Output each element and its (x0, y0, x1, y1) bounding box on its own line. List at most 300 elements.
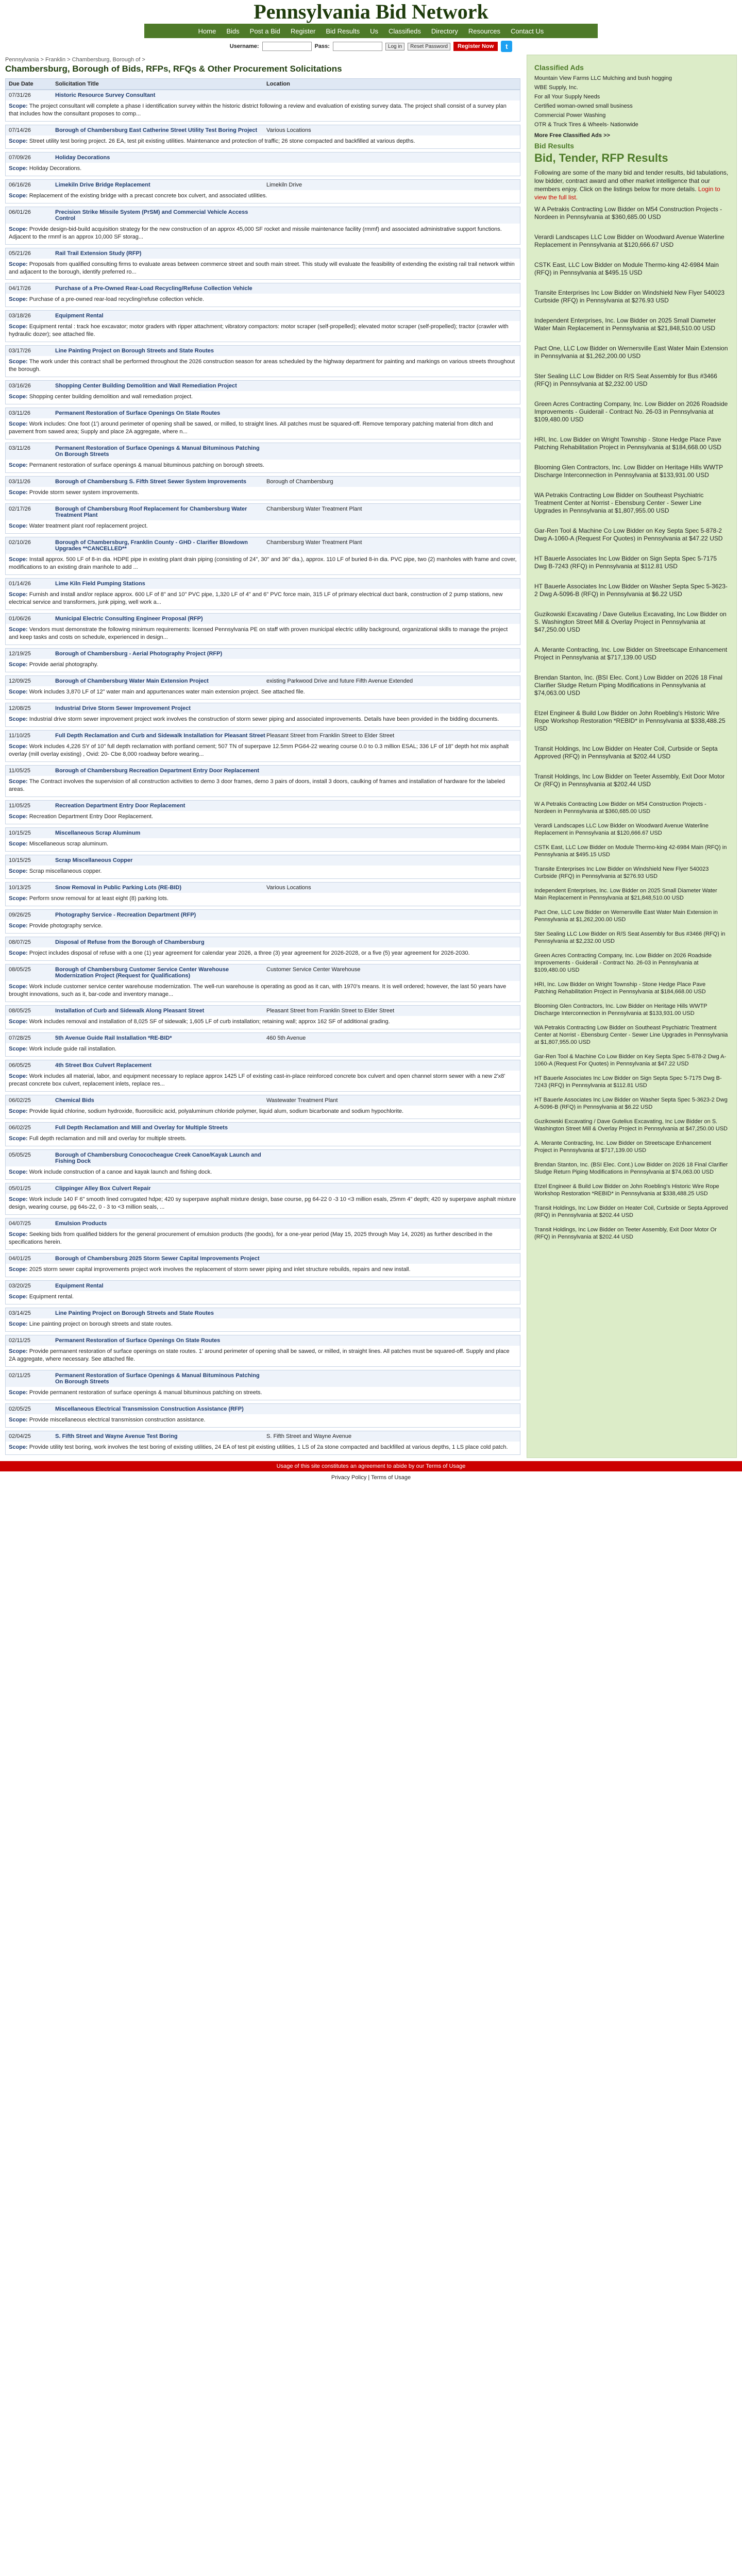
terms-link[interactable]: Terms of Usage (371, 1475, 411, 1481)
record-row[interactable] (6, 90, 520, 100)
solicitation-record (5, 283, 520, 307)
nav-link[interactable]: Home (198, 27, 216, 35)
record-scope-text: Equipment rental. (29, 1294, 74, 1300)
scope-label: Scope: (9, 689, 29, 695)
record-title[interactable]: 4th Street Box Culvert Replacement (55, 1062, 152, 1069)
record-title[interactable]: Full Depth Reclamation and Mill and Overlay for Multiple Streets (55, 1125, 228, 1131)
record-row[interactable] (6, 1253, 520, 1264)
bid-result[interactable]: HT Bauerle Associates Inc Low Bidder on Washer Septa Spec 5-3623-2 Dwg A-5096-B (RFQ) in Pennsylvania at $6.22 USD (534, 583, 728, 598)
record-title[interactable]: Borough of Chambersburg, Franklin County - GHD - Clarifier Blowdown Upgrades **CANCELLED** (55, 539, 248, 552)
more-ads-link[interactable]: More Free Classified Ads >> (534, 132, 610, 139)
bid-result[interactable]: Independent Enterprises, Inc. Low Bidder on 2025 Small Diameter Water Main Replacement in Pennsylvania at $21,848,510.00 USD (534, 317, 716, 332)
record-scope (6, 554, 520, 574)
nav-link[interactable]: Classifieds (388, 27, 421, 35)
bid-result[interactable]: Transite Enterprises Inc Low Bidder on Windshield New Flyer 540023 Curbside (RFQ) in Pennsylvania at $276.93 USD (534, 866, 709, 879)
record-row[interactable] (6, 443, 520, 460)
record-title[interactable]: Holiday Decorations (55, 155, 110, 161)
bid-result[interactable]: Green Acres Contracting Company, Inc. Low Bidder on 2026 Roadside Improvements - Guiderail - Contract No. 26-03 in Pennsylvania at $109,480.00 USD (534, 953, 712, 973)
solicitation-record (5, 1149, 520, 1180)
bid-result[interactable]: Pact One, LLC Low Bidder on Wernersville East Water Main Extension in Pennsylvania at $1,262,200.00 USD (534, 345, 728, 360)
record-row[interactable] (6, 801, 520, 811)
bid-result[interactable]: HT Bauerle Associates Inc Low Bidder on Sign Septa Spec 5-7175 Dwg B-7243 (RFQ) in Pennsylvania at $112.81 USD (534, 1075, 722, 1089)
bid-result[interactable]: A. Merante Contracting, Inc. Low Bidder on Streetscape Enhancement Project in Pennsylvania at $717,139.00 USD (534, 646, 728, 661)
site-title[interactable]: Pennsylvania Bid Network (254, 0, 488, 23)
login-bar (144, 38, 598, 55)
record-location (266, 830, 517, 836)
nav-link[interactable]: Contact Us (511, 27, 544, 35)
bid-results-title: Bid Results (534, 142, 575, 150)
record-row[interactable] (6, 1370, 520, 1387)
record-row[interactable] (6, 381, 520, 391)
record-row[interactable] (6, 1335, 520, 1346)
scope-label: Scope: (9, 261, 29, 267)
record-scope-text: Work include customer service center warehouse modernization. The well-run warehouse is operating as good as it can, with 1970's means. It is well ordered; however, the last 50 years have brought innovations, such as it, bar-code and inventory manage... (9, 984, 507, 997)
classified-ad[interactable]: For all Your Supply Needs (534, 94, 600, 100)
record-row[interactable] (6, 828, 520, 838)
solicitation-list (5, 90, 520, 1455)
scope-label: Scope: (9, 324, 29, 330)
record-date: 06/16/26 (9, 182, 31, 188)
bid-result[interactable]: Transit Holdings, Inc Low Bidder on Teeter Assembly, Exit Door Motor Or (RFQ) in Pennsylvania at $202.44 USD (534, 773, 725, 788)
record-scope (6, 1442, 520, 1454)
record-scope-text: Full depth reclamation and mill and overlay for multiple streets. (29, 1136, 187, 1142)
record-location: Chambersburg Water Treatment Plant (266, 506, 362, 512)
record-title[interactable]: Borough of Chambersburg S. Fifth Street Sewer System Improvements (55, 479, 247, 485)
record-row[interactable] (6, 937, 520, 947)
record-row[interactable] (6, 614, 520, 624)
solicitation-record (5, 964, 520, 1002)
record-row[interactable] (6, 676, 520, 686)
scope-label: Scope: (9, 1169, 29, 1175)
record-title[interactable]: Permanent Restoration of Surface Openings On State Routes (55, 410, 221, 416)
bid-result[interactable]: W A Petrakis Contracting Low Bidder on M54 Construction Projects - Nordeen in Pennsylvania at $360,685.00 USD (534, 206, 722, 221)
record-scope (6, 460, 520, 472)
bid-result[interactable]: A. Merante Contracting, Inc. Low Bidder on Streetscape Enhancement Project in Pennsylvania at $717,139.00 USD (534, 1140, 712, 1154)
record-title[interactable]: Shopping Center Building Demolition and Wall Remediation Project (55, 383, 237, 389)
record-date: 07/14/26 (9, 127, 31, 133)
breadcrumb[interactable]: Pennsylvania > Franklin > Chambersburg, Borough of > (5, 57, 145, 63)
solicitation-record (5, 648, 520, 672)
record-scope-text: Scrap miscellaneous copper. (29, 868, 102, 874)
record-row[interactable] (6, 346, 520, 356)
bid-result[interactable]: HRI, Inc. Low Bidder on Wright Township - Stone Hedge Place Pave Patching Rehabilitation Project in Pennsylvania at $184,668.00 USD (534, 981, 706, 995)
scope-label: Scope: (9, 814, 29, 820)
classified-ad[interactable]: OTR & Truck Tires & Wheels- Nationwide (534, 122, 638, 128)
record-title[interactable]: Line Painting Project on Borough Streets and State Routes (55, 1310, 214, 1316)
record-scope (6, 100, 520, 121)
scope-label: Scope: (9, 662, 29, 668)
record-row[interactable] (6, 1404, 520, 1414)
record-location (266, 1125, 517, 1131)
nav-link[interactable]: Bids (226, 27, 240, 35)
record-date: 08/07/25 (9, 939, 31, 945)
record-location (266, 1152, 517, 1164)
record-location (266, 1256, 517, 1262)
bid-result[interactable]: Transite Enterprises Inc Low Bidder on Windshield New Flyer 540023 Curbside (RFQ) in Pennsylvania at $276.93 USD (534, 289, 725, 304)
record-date: 06/01/26 (9, 209, 31, 215)
record-row[interactable] (6, 180, 520, 190)
bid-result[interactable]: Guzikowski Excavating / Dave Gutelius Excavating, Inc Low Bidder on S. Washington Street Mill & Overlay Project in Pennsylvania at $47,250.00 USD (534, 611, 727, 633)
record-row[interactable] (6, 766, 520, 776)
record-title[interactable]: Equipment Rental (55, 1283, 104, 1289)
record-row[interactable] (6, 1123, 520, 1133)
bid-result[interactable]: Transit Holdings, Inc Low Bidder on Heater Coil, Curbside or Septa Approved (RFQ) in Pennsylvania at $202.44 USD (534, 745, 718, 760)
record-date: 03/11/26 (9, 410, 31, 416)
record-scope-text: Replacement of the existing bridge with a precast concrete box culvert, and associated utilities. (29, 193, 267, 199)
classified-ad[interactable]: Mountain View Farms LLC Mulching and bush hogging (534, 75, 672, 81)
record-row[interactable] (6, 152, 520, 163)
record-row[interactable] (6, 1281, 520, 1291)
record-row[interactable] (6, 1150, 520, 1166)
scope-label: Scope: (9, 1196, 29, 1202)
record-date: 10/15/25 (9, 830, 31, 836)
record-row[interactable] (6, 579, 520, 589)
record-scope (6, 714, 520, 726)
record-scope (6, 686, 520, 699)
record-scope (6, 1043, 520, 1056)
scope-label: Scope: (9, 462, 29, 468)
terms-notice: Usage of this site constitutes an agreement to abide by our Terms of Usage (0, 1461, 742, 1471)
solicitation-record (5, 179, 520, 204)
record-date: 04/17/26 (9, 285, 31, 292)
record-scope (6, 741, 520, 761)
record-scope-text: The work under this contract shall be performed throughout the 2026 construction season for areas scheduled by the highway department for painting and markings on various streets throughout the borough. (9, 359, 515, 372)
record-title[interactable]: Borough of Chambersburg Water Main Extension Project (55, 678, 209, 684)
record-scope (6, 1133, 520, 1146)
record-date: 02/11/25 (9, 1337, 31, 1344)
record-title[interactable]: Borough of Chambersburg 2025 Storm Sewer Capital Improvements Project (55, 1256, 260, 1262)
solicitation-record (5, 1005, 520, 1029)
password-input[interactable] (333, 42, 382, 51)
solicitation-record (5, 800, 520, 824)
record-date: 11/05/25 (9, 768, 31, 774)
bid-result[interactable]: Ster Sealing LLC Low Bidder on R/S Seat Assembly for Bus #3466 (RFQ) in Pennsylvania at $2,232.00 USD (534, 372, 717, 387)
record-scope (6, 1414, 520, 1427)
bid-result[interactable]: WA Petrakis Contracting Low Bidder on Southeast Psychiatric Treatment Center at Norrist - Ebensburg Center - Sewer Line Upgrades in Pennsylvania at $1,807,955.00 USD (534, 492, 704, 514)
scope-label: Scope: (9, 1294, 29, 1300)
solicitation-record (5, 90, 520, 122)
record-scope-text: Provide aerial photography. (29, 662, 98, 668)
record-row[interactable] (6, 283, 520, 294)
classified-ad[interactable]: Certified woman-owned small business (534, 103, 633, 109)
record-scope (6, 1166, 520, 1179)
scope-label: Scope: (9, 556, 29, 563)
record-date: 02/04/25 (9, 1433, 31, 1439)
record-title[interactable]: Borough of Chambersburg Conococheague Creek Canoe/Kayak Launch and Fishing Dock (55, 1152, 261, 1164)
scope-label: Scope: (9, 743, 29, 750)
solicitation-record (5, 675, 520, 700)
bid-result[interactable]: HT Bauerle Associates Inc Low Bidder on Washer Septa Spec 5-3623-2 Dwg A-5096-B (RFQ) in Pennsylvania at $6.22 USD (534, 1097, 728, 1110)
nav-link[interactable]: Post a Bid (249, 27, 280, 35)
record-scope-text: Provide utility test boring, work involves the test boring of existing utilities, 24 EA of test pit existing utilities, 1 LS of 2a stone compacted and backfilled at various depths, 1 LS place cold patch. (29, 1444, 508, 1450)
record-row[interactable] (6, 1218, 520, 1229)
record-location: Pleasant Street from Franklin Street to Elder Street (266, 1008, 395, 1014)
classified-ad[interactable]: Commercial Power Washing (534, 112, 606, 118)
scope-label: Scope: (9, 1046, 29, 1052)
record-location (266, 857, 517, 863)
record-title[interactable]: 5th Avenue Guide Rail Installation *RE-BID* (55, 1035, 172, 1041)
record-scope-text: Shopping center building demolition and wall remediation project. (29, 394, 193, 400)
login-link[interactable]: Login to view the full list. (534, 185, 720, 201)
record-row[interactable] (6, 1060, 520, 1071)
bid-result[interactable]: Blooming Glen Contractors, Inc. Low Bidder on Heritage Hills WWTP Discharge Interconnection in Pennsylvania at $133,931.00 USD (534, 1003, 707, 1016)
record-location (266, 92, 517, 98)
nav-link[interactable]: Bid Results (326, 27, 360, 35)
record-title[interactable]: Full Depth Reclamation and Curb and Sidewalk Installation for Pleasant Street (55, 733, 265, 739)
record-row[interactable] (6, 883, 520, 893)
record-title[interactable]: Permanent Restoration of Surface Openings & Manual Bituminous Patching On Borough Streets (55, 1372, 260, 1385)
bid-result[interactable]: Transit Holdings, Inc Low Bidder on Heater Coil, Curbside or Septa Approved (RFQ) in Pennsylvania at $202.44 USD (534, 1205, 728, 1218)
record-title[interactable]: Precision Strike Missile System (PrSM) and Commercial Vehicle Access Control (55, 209, 248, 222)
nav-link[interactable]: Directory (431, 27, 458, 35)
solicitation-record (5, 380, 520, 404)
solicitation-record (5, 1218, 520, 1250)
bid-results-list (534, 206, 729, 788)
header-date: Due Date (9, 81, 33, 87)
record-scope-text: Provide permanent restoration of surface openings on state routes. 1' around perimeter of opening shall be sawed, or milled, in straight lines. All patches must be squared-off. Supply and place 2A aggregate, where necessary. See attached file. (9, 1348, 510, 1362)
record-location (266, 1372, 517, 1385)
record-scope (6, 163, 520, 176)
record-location (266, 1406, 517, 1412)
bid-result[interactable]: Green Acres Contracting Company, Inc. Low Bidder on 2026 Roadside Improvements - Guiderail - Contract No. 26-03 in Pennsylvania at $109,480.00 USD (534, 400, 728, 423)
record-date: 11/05/25 (9, 803, 31, 809)
reset-password-link[interactable]: Reset Password (408, 43, 450, 50)
record-row[interactable] (6, 1006, 520, 1016)
record-location (266, 313, 517, 319)
scope-label: Scope: (9, 1136, 29, 1142)
record-title[interactable]: Photography Service - Recreation Department (RFP) (55, 912, 196, 918)
record-date: 11/10/25 (9, 733, 31, 739)
record-title[interactable]: Permanent Restoration of Surface Openings & Manual Bituminous Patching On Borough Streets (55, 445, 260, 457)
login-button[interactable]: Log in (385, 43, 404, 50)
record-scope (6, 1291, 520, 1304)
record-row[interactable] (6, 1431, 520, 1442)
record-title[interactable]: Borough of Chambersburg Recreation Department Entry Door Replacement (55, 768, 260, 774)
record-title[interactable]: Borough of Chambersburg Roof Replacement for Chambersburg Water Treatment Plant (55, 506, 247, 518)
sidebar (527, 55, 737, 1458)
record-scope (6, 259, 520, 279)
record-title[interactable]: Scrap Miscellaneous Copper (55, 857, 133, 863)
record-row[interactable] (6, 855, 520, 866)
record-row[interactable] (6, 408, 520, 418)
bid-result[interactable]: Etzel Engineer & Build Low Bidder on John Roebling's Historic Wire Rope Workshop Restoration *REBID* in Pennsylvania at $338,488.25 USD (534, 709, 726, 732)
record-row[interactable] (6, 1033, 520, 1043)
record-title[interactable]: Purchase of a Pre-Owned Rear-Load Recycling/Refuse Collection Vehicle (55, 285, 252, 292)
record-row[interactable] (6, 1308, 520, 1318)
scope-label: Scope: (9, 193, 29, 199)
bid-result[interactable]: HT Bauerle Associates Inc Low Bidder on Sign Septa Spec 5-7175 Dwg B-7243 (RFQ) in Pennsylvania at $112.81 USD (534, 555, 717, 570)
record-date: 02/11/25 (9, 1372, 31, 1379)
record-location: Customer Service Center Warehouse (266, 967, 361, 973)
bid-result[interactable]: Brendan Stanton, Inc. (BSI Elec. Cont.) Low Bidder on 2026 18 Final Clarifier Sludge Return Piping Modifications in Pennsylvania at $74,063.00 USD (534, 1162, 728, 1175)
bid-result[interactable]: Etzel Engineer & Build Low Bidder on John Roebling's Historic Wire Rope Workshop Restoration *REBID* in Pennsylvania at $338,488.25 USD (534, 1183, 719, 1197)
scope-label: Scope: (9, 1348, 29, 1354)
scope-label: Scope: (9, 626, 29, 633)
scope-label: Scope: (9, 103, 29, 109)
record-title[interactable]: Industrial Drive Storm Sewer Improvement Project (55, 705, 191, 711)
record-scope-text: Provide storm sewer system improvements. (29, 489, 140, 496)
bid-result[interactable]: Brendan Stanton, Inc. (BSI Elec. Cont.) Low Bidder on 2026 18 Final Clarifier Sludge Return Piping Modifications in Pennsylvania at $74,063.00 USD (534, 674, 722, 697)
record-scope-text: The project consultant will complete a phase I identification survey within the historic district following a review and evaluation of existing survey data. The project shall consist of a survey plan that includes how the consultant proposes to comp... (9, 103, 507, 117)
bid-result[interactable]: Blooming Glen Contractors, Inc. Low Bidder on Heritage Hills WWTP Discharge Interconnection in Pennsylvania at $133,931.00 USD (534, 464, 723, 479)
scope-label: Scope: (9, 226, 29, 232)
solicitation-record (5, 125, 520, 149)
record-title[interactable]: Chemical Bids (55, 1097, 94, 1104)
nav-link[interactable]: Register (290, 27, 316, 35)
bid-result[interactable]: Verardi Landscapes LLC Low Bidder on Woodward Avenue Waterline Replacement in Pennsylvania at $120,666.67 USD (534, 233, 724, 248)
scope-label: Scope: (9, 489, 29, 496)
record-date: 09/26/25 (9, 912, 31, 918)
solicitation-record (5, 1122, 520, 1146)
record-title[interactable]: Rail Trail Extension Study (RFP) (55, 250, 142, 257)
nav-link[interactable]: Resources (468, 27, 500, 35)
record-row[interactable] (6, 703, 520, 714)
record-location (266, 1310, 517, 1316)
record-scope-text: Purchase of a pre-owned rear-load recycling/refuse collection vehicle. (29, 296, 205, 302)
record-title[interactable]: Installation of Curb and Sidewalk Along Pleasant Street (55, 1008, 205, 1014)
record-row[interactable] (6, 207, 520, 224)
scope-label: Scope: (9, 296, 29, 302)
record-title[interactable]: Miscellaneous Scrap Aluminum (55, 830, 141, 836)
record-date: 08/05/25 (9, 967, 31, 973)
solicitation-record (5, 765, 520, 797)
record-title[interactable]: Limekiln Drive Bridge Replacement (55, 182, 150, 188)
record-date: 01/06/26 (9, 616, 31, 622)
solicitation-record (5, 730, 520, 762)
bid-result[interactable]: Gar-Ren Tool & Machine Co Low Bidder on Key Septa Spec 5-878-2 Dwg A-1060-A (Request For Quotes) in Pennsylvania at $47.22 USD (534, 1054, 727, 1067)
record-location (266, 445, 517, 457)
classified-ad[interactable]: WBE Supply, Inc. (534, 84, 578, 91)
record-scope-text: Equipment rental : track hoe excavator; motor graders with ripper attachment; vibratory compactors: motor scraper (self-propelled); elevated motor scraper (self-propelled); tractor (crawler with hydraulic dozer); see attached file. (9, 324, 509, 337)
record-title[interactable]: Borough of Chambersburg Customer Service Center Warehouse Modernization Project (Request for Qualifications) (55, 967, 229, 979)
solicitation-record (5, 1183, 520, 1215)
record-title[interactable]: Snow Removal in Public Parking Lots (RE-BID) (55, 885, 182, 891)
bid-result[interactable]: Pact One, LLC Low Bidder on Wernersville East Water Main Extension in Pennsylvania at $1,262,200.00 USD (534, 909, 718, 923)
scope-label: Scope: (9, 394, 29, 400)
record-scope (6, 981, 520, 1002)
record-date: 03/18/26 (9, 313, 31, 319)
scope-label: Scope: (9, 1266, 29, 1273)
bid-result[interactable]: Ster Sealing LLC Low Bidder on R/S Seat Assembly for Bus #3466 (RFQ) in Pennsylvania at $2,232.00 USD (534, 931, 726, 944)
scope-label: Scope: (9, 1389, 29, 1396)
bid-result[interactable]: CSTK East, LLC Low Bidder on Module Thermo-king 42-6984 Main (RFQ) in Pennsylvania at $495.15 USD (534, 261, 719, 276)
record-scope (6, 776, 520, 796)
username-input[interactable] (262, 42, 312, 51)
record-title[interactable]: Clippinger Alley Box Culvert Repair (55, 1185, 151, 1192)
bid-result[interactable]: Transit Holdings, Inc Low Bidder on Teeter Assembly, Exit Door Motor Or (RFQ) in Pennsylvania at $202.44 USD (534, 1227, 717, 1240)
record-date: 12/19/25 (9, 651, 31, 657)
record-title[interactable]: S. Fifth Street and Wayne Avenue Test Boring (55, 1433, 178, 1439)
bid-result[interactable]: Verardi Landscapes LLC Low Bidder on Woodward Avenue Waterline Replacement in Pennsylvania at $120,666.67 USD (534, 823, 709, 836)
bid-result[interactable]: Independent Enterprises, Inc. Low Bidder on 2025 Small Diameter Water Main Replacement in Pennsylvania at $21,848,510.00 USD (534, 888, 717, 901)
record-location (266, 1337, 517, 1344)
record-title[interactable]: Permanent Restoration of Surface Openings On State Routes (55, 1337, 221, 1344)
record-location (266, 1185, 517, 1192)
record-date: 08/05/25 (9, 1008, 31, 1014)
record-location (266, 616, 517, 622)
bid-result[interactable]: WA Petrakis Contracting Low Bidder on Southeast Psychiatric Treatment Center at Norrist - Ebensburg Center - Sewer Line Upgrades in Pennsylvania at $1,807,955.00 USD (534, 1025, 728, 1045)
record-title[interactable]: Line Painting Project on Borough Streets and State Routes (55, 348, 214, 354)
record-location: Wastewater Treatment Plant (266, 1097, 338, 1104)
scope-label: Scope: (9, 895, 29, 902)
record-scope-text: Work include 140 F 6" smooth lined corrugated hdpe; 420 sy superpave asphalt mixture design, base course, pg 64-22 0 -3 10 <3 million esals, 25mm 4" depth; 420 sy superpave asphalt mixture design, wearing course, pg 64s-22, 0 - 3 to <3 million seals, ... (9, 1196, 516, 1210)
bid-result[interactable]: HRI, Inc. Low Bidder on Wright Township - Stone Hedge Place Pave Patching Rehabilitation Project in Pennsylvania at $184,668.00 USD (534, 436, 721, 451)
bid-result[interactable]: CSTK East, LLC Low Bidder on Module Thermo-king 42-6984 Main (RFQ) in Pennsylvania at $495.15 USD (534, 844, 727, 858)
password-label: Pass: (314, 43, 330, 49)
record-title[interactable]: Equipment Rental (55, 313, 104, 319)
scope-label: Scope: (9, 421, 29, 427)
record-row[interactable] (6, 910, 520, 920)
record-date: 02/17/26 (9, 506, 31, 512)
record-date: 02/05/25 (9, 1406, 31, 1412)
bid-result[interactable]: W A Petrakis Contracting Low Bidder on M54 Construction Projects - Nordeen in Pennsylvania at $360,685.00 USD (534, 801, 706, 815)
solicitation-record (5, 1335, 520, 1367)
record-row[interactable] (6, 649, 520, 659)
record-scope (6, 487, 520, 500)
record-location (266, 1221, 517, 1227)
solicitation-record (5, 476, 520, 500)
record-location (266, 803, 517, 809)
record-location (266, 250, 517, 257)
record-title[interactable]: Lime Kiln Field Pumping Stations (55, 581, 145, 587)
record-date: 07/31/26 (9, 92, 31, 98)
twitter-icon[interactable]: t (501, 41, 512, 52)
record-location (266, 348, 517, 354)
record-row[interactable] (6, 477, 520, 487)
record-row[interactable] (6, 731, 520, 741)
record-row[interactable] (6, 537, 520, 554)
record-row[interactable] (6, 964, 520, 981)
record-scope-text: Provide permanent restoration of surface openings & manual bituminous patching on streets. (29, 1389, 262, 1396)
record-row[interactable] (6, 1183, 520, 1194)
record-scope (6, 920, 520, 933)
record-title[interactable]: Historic Resource Survey Consultant (55, 92, 156, 98)
record-date: 12/09/25 (9, 678, 31, 684)
privacy-link[interactable]: Privacy Policy (331, 1475, 367, 1481)
record-scope (6, 356, 520, 377)
record-title[interactable]: Municipal Electric Consulting Engineer Proposal (RFP) (55, 616, 203, 622)
record-title[interactable]: Emulsion Products (55, 1221, 107, 1227)
record-scope (6, 947, 520, 960)
classified-ads-title: Classified Ads (534, 63, 584, 72)
record-title[interactable]: Disposal of Refuse from the Borough of Chambersburg (55, 939, 205, 945)
record-row[interactable] (6, 504, 520, 520)
nav-link[interactable]: Us (370, 27, 378, 35)
record-row[interactable] (6, 125, 520, 135)
record-date: 03/17/26 (9, 348, 31, 354)
record-row[interactable] (6, 311, 520, 321)
register-button[interactable]: Register Now (453, 42, 498, 51)
record-scope (6, 866, 520, 878)
record-scope-text: Perform snow removal for at least eight (8) parking lots. (29, 895, 168, 902)
bid-results-heading: Bid, Tender, RFP Results (534, 151, 668, 164)
record-row[interactable] (6, 1095, 520, 1106)
record-scope (6, 520, 520, 533)
record-scope (6, 1346, 520, 1366)
solicitation-record (5, 1280, 520, 1304)
solicitation-record (5, 578, 520, 610)
record-title[interactable]: Borough of Chambersburg - Aerial Photography Project (RFP) (55, 651, 223, 657)
record-title[interactable]: Borough of Chambersburg East Catherine Street Utility Test Boring Project (55, 127, 258, 133)
bid-result[interactable]: Gar-Ren Tool & Machine Co Low Bidder on Key Septa Spec 5-878-2 Dwg A-1060-A (Request For Quotes) in Pennsylvania at $47.22 USD (534, 527, 723, 542)
record-scope-text: Water treatment plant roof replacement project. (29, 523, 148, 529)
record-location (266, 285, 517, 292)
record-title[interactable]: Miscellaneous Electrical Transmission Construction Assistance (RFP) (55, 1406, 244, 1412)
record-title[interactable]: Recreation Department Entry Door Replacement (55, 803, 185, 809)
record-row[interactable] (6, 248, 520, 259)
bid-result[interactable]: Guzikowski Excavating / Dave Gutelius Excavating, Inc Low Bidder on S. Washington Street Mill & Overlay Project in Pennsylvania at $47,250.00 USD (534, 1118, 728, 1132)
record-scope (6, 391, 520, 404)
